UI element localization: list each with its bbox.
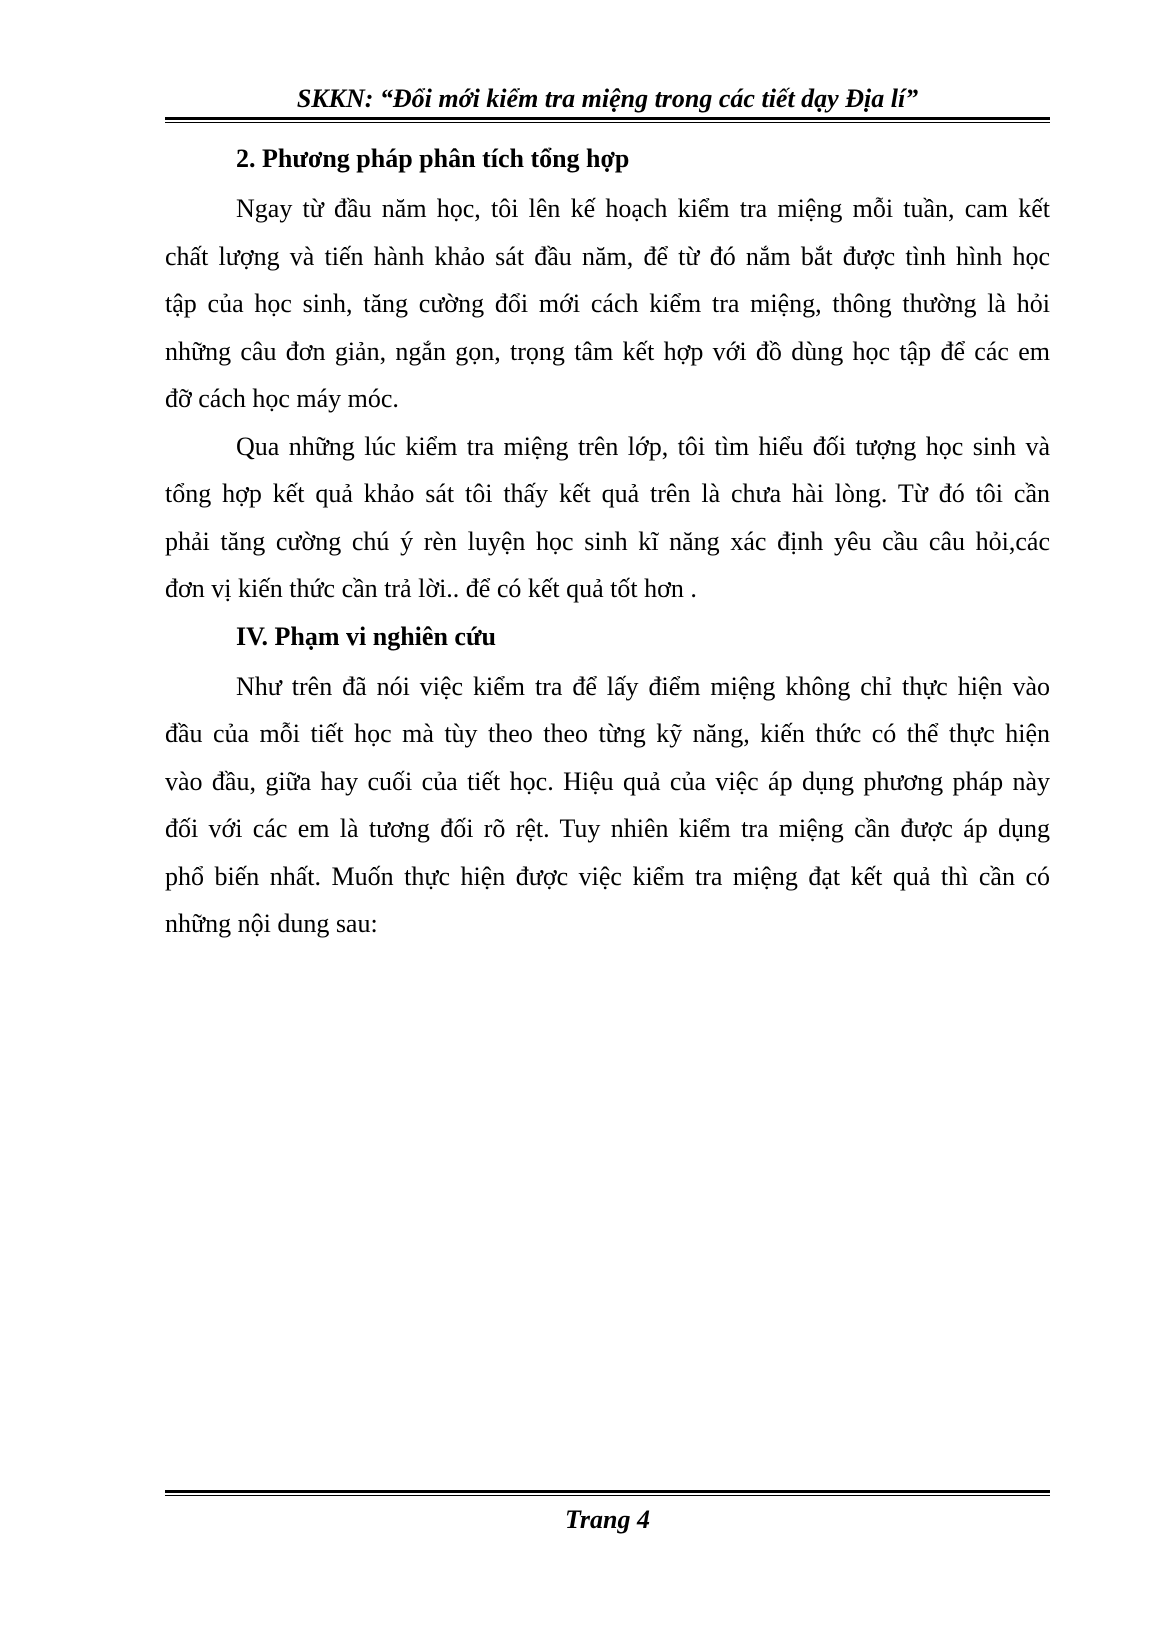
header-rule-thin <box>165 122 1050 123</box>
text-line: tập của học sinh, tăng cường đổi mới cách kiểm tra miệng, thông thường là hỏi <box>165 289 1050 318</box>
page-header-title: SKKN: “Đổi mới kiểm tra miệng trong các tiết dạy Địa lí” <box>296 84 919 113</box>
text-line: những nội dung sau: <box>165 909 378 938</box>
header-rule-thick <box>165 117 1050 120</box>
text-line: đơn vị kiến thức cần trả lời.. để có kết quả tốt hơn . <box>165 574 697 603</box>
text-line: phải tăng cường chú ý rèn luyện học sinh kĩ năng xác định yêu cầu câu hỏi,các <box>165 526 1050 556</box>
text-line: những câu đơn giản, ngắn gọn, trọng tâm kết hợp với đồ dùng học tập để các em <box>165 336 1050 366</box>
paragraph <box>165 663 1050 948</box>
text-line: Như trên đã nói việc kiểm tra để lấy điểm miệng không chỉ thực hiện vào <box>236 671 1050 701</box>
text-line: đầu của mỗi tiết học mà tùy theo theo từng kỹ năng, kiến thức có thể thực hiện <box>165 719 1050 748</box>
section-heading: 2. Phương pháp phân tích tổng hợp <box>236 144 630 173</box>
document-body <box>165 135 1050 948</box>
text-line: đỡ cách học máy móc. <box>165 384 399 413</box>
text-line: phổ biến nhất. Muốn thực hiện được việc kiểm tra miệng đạt kết quả thì cần có <box>165 861 1050 891</box>
text-line: tổng hợp kết quả khảo sát tôi thấy kết quả trên là chưa hài lòng. Từ đó tôi cần <box>165 479 1050 508</box>
text-line: Ngay từ đầu năm học, tôi lên kế hoạch kiểm tra miệng mỗi tuần, cam kết <box>236 194 1050 223</box>
text-line: đối với các em là tương đối rõ rệt. Tuy nhiên kiểm tra miệng cần được áp dụng <box>165 814 1050 843</box>
page-number: Trang 4 <box>565 1505 650 1534</box>
footer-rule-thick <box>165 1490 1050 1493</box>
text-line: vào đầu, giữa hay cuối của tiết học. Hiệu quả của việc áp dụng phương pháp này <box>165 766 1050 796</box>
text-line: chất lượng và tiến hành khảo sát đầu năm, để từ đó nắm bắt được tình hình học <box>165 241 1050 271</box>
text-line: Qua những lúc kiểm tra miệng trên lớp, tôi tìm hiểu đối tượng học sinh và <box>236 431 1050 461</box>
paragraph <box>165 185 1050 423</box>
section-heading: IV. Phạm vi nghiên cứu <box>236 621 497 651</box>
paragraph <box>165 423 1050 613</box>
footer-rule-thin <box>165 1495 1050 1496</box>
